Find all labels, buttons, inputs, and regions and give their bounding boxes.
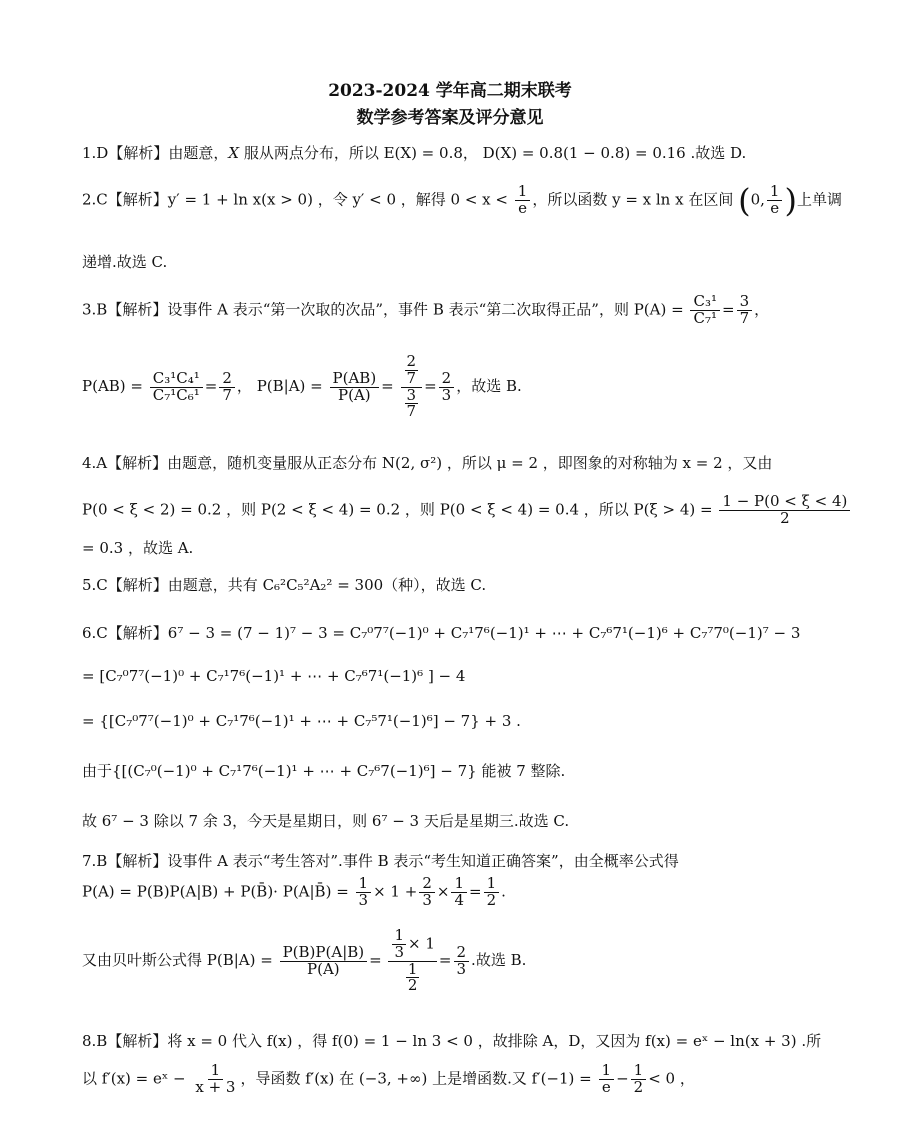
answer-label: 3.B【解析】: [82, 300, 168, 319]
answer-6-line3: = {[C₇⁰7⁷(−1)⁰ + C₇¹7⁶(−1)¹ + ⋯ + C₇⁵7¹(−1)⁶] − 7} + 3 .: [82, 712, 521, 730]
document-subtitle: 数学参考答案及评分意见: [356, 108, 544, 128]
nested-fraction: $\frac{1}{3}$ × 1 $\frac{1}{2}$: [388, 928, 436, 994]
answer-6-line4: 由于{[(C₇⁰(−1)⁰ + C₇¹7⁶(−1)¹ + ⋯ + C₇⁶7(−1)⁶] − 7} 能被 7 整除.: [82, 762, 566, 780]
answer-2: 2.C【解析】y′ = 1 + ln x(x > 0) ，令 y′ < 0 ，解得 0 < x < $\frac{1}{e}$ ，所以函数 y = x ln x 在区间 (0, $\frac{1}{e}$ )上单调: [82, 181, 842, 220]
fraction: $\frac{\text{C₃¹C₄¹}}{\text{C₇¹C₆¹}}$: [150, 371, 203, 404]
answer-1: 1.D【解析】由题意，X 服从两点分布，所以 E(X) = 0.8， D(X) = 0.8(1 − 0.8) = 0.16 .故选 D.: [82, 144, 747, 162]
fraction: $\frac{P(AB)}{P(A)}$: [330, 371, 380, 404]
answer-label: 6.C【解析】: [82, 624, 168, 642]
answer-2-cont: 递增.故选 C.: [82, 253, 168, 271]
answer-4-cont: P(0 < ξ < 2) = 0.2 ，则 P(2 < ξ < 4) = 0.2 ，则 P(0 < ξ < 4) = 0.4 ，所以 P(ξ > 4) = $\frac{1 - P(0 < \xi < 4)}{2}$: [82, 494, 852, 527]
answer-3: 3.B【解析】设事件 A 表示“第一次取的次品”，事件 B 表示“第二次取得正品”，则 P(A) = $\frac{\text{C₃¹}}{\text{C₇¹}}$ = $\frac{3}{7}$ ，: [82, 292, 770, 327]
answer-3-cont: P(AB) = $\frac{\text{C₃¹C₄¹}}{\text{C₇¹C₆¹}}$ = $\frac{2}{7}$ ， P(B|A) = $\frac{P(AB)}{P(A)}$ = $\frac{\frac{2}{7}}{\frac{3}{7}}$ = $\frac{2}{3}$ ，故选 B.: [82, 352, 522, 421]
answer-7-line3: 又由贝叶斯公式得 P(B|A) = $\frac{P(B)P(A|B)}{P(A)}$ = $\frac{1}{3}$ × 1 $\frac{1}{2}$ = $\frac{2}{3}$ .故选 B.: [82, 926, 527, 995]
fraction: $\frac{1 - P(0 < \xi < 4)}{2}$: [719, 494, 850, 527]
nested-fraction: $\frac{\frac{2}{7}}{\frac{3}{7}}$: [401, 354, 423, 420]
answer-8: 8.B【解析】将 x = 0 代入 f(x) ，得 f(0) = 1 − ln 3 < 0 ，故排除 A，D，又因为 f(x) = eˣ − ln(x + 3) .所: [82, 1032, 822, 1050]
answer-label: 7.B【解析】: [82, 852, 168, 870]
answer-7-line2: P(A) = P(B)P(A|B) + P(B̄)· P(A|B̄) = $\frac{1}{3}$ × 1 + $\frac{2}{3}$ × $\frac{1}{4}$ = $\frac{1}{2}$ .: [82, 874, 506, 909]
answer-6: 6.C【解析】6⁷ − 3 = (7 − 1)⁷ − 3 = C₇⁰7⁷(−1)⁰ + C₇¹7⁶(−1)¹ + ⋯ + C₇⁶7¹(−1)⁶ + C₇⁷7⁰(−1)⁷ − 3: [82, 624, 801, 642]
answer-6-line2: = [C₇⁰7⁷(−1)⁰ + C₇¹7⁶(−1)¹ + ⋯ + C₇⁶7¹(−1)⁶ ] − 4: [82, 667, 466, 685]
fraction: $\frac{\text{C₃¹}}{\text{C₇¹}}$: [690, 294, 720, 327]
fraction: $\frac{2}{3}$: [439, 371, 455, 404]
answer-4-end: = 0.3 ，故选 A.: [82, 539, 194, 557]
fraction: $\frac{1}{e}$: [767, 184, 783, 217]
answer-8-line2: 以 f′(x) = eˣ − $\frac{1}{x + 3}$ ，导函数 f′(x) 在 (−3, +∞) 上是增函数.又 f′(−1) = $\frac{1}{e}$ − $\frac{1}{2}$ < 0 ，: [82, 1061, 695, 1096]
answer-label: 5.C【解析】: [82, 576, 168, 594]
fraction: $\frac{1}{e}$: [515, 184, 531, 217]
answer-label: 2.C【解析】: [82, 190, 168, 209]
document-title: 2023-2024 学年高二期末联考: [328, 81, 572, 101]
fraction: $\frac{2}{7}$: [219, 371, 235, 404]
answer-4: 4.A【解析】由题意，随机变量服从正态分布 N(2, σ²) ，所以 μ = 2 ，即图象的对称轴为 x = 2 ，又由: [82, 454, 773, 472]
answer-label: 1.D【解析】: [82, 144, 169, 162]
answer-label: 4.A【解析】: [82, 454, 168, 472]
fraction: $\frac{3}{7}$: [737, 294, 753, 327]
answer-6-line5: 故 6⁷ − 3 除以 7 余 3，今天是星期日，则 6⁷ − 3 天后是星期三.故选 C.: [82, 812, 570, 830]
answer-5: 5.C【解析】由题意，共有 C₆²C₅²A₂² = 300（种），故选 C.: [82, 576, 487, 594]
answer-label: 8.B【解析】: [82, 1032, 168, 1050]
answer-7: 7.B【解析】设事件 A 表示“考生答对”.事件 B 表示“考生知道正确答案”，由全概率公式得: [82, 852, 679, 870]
